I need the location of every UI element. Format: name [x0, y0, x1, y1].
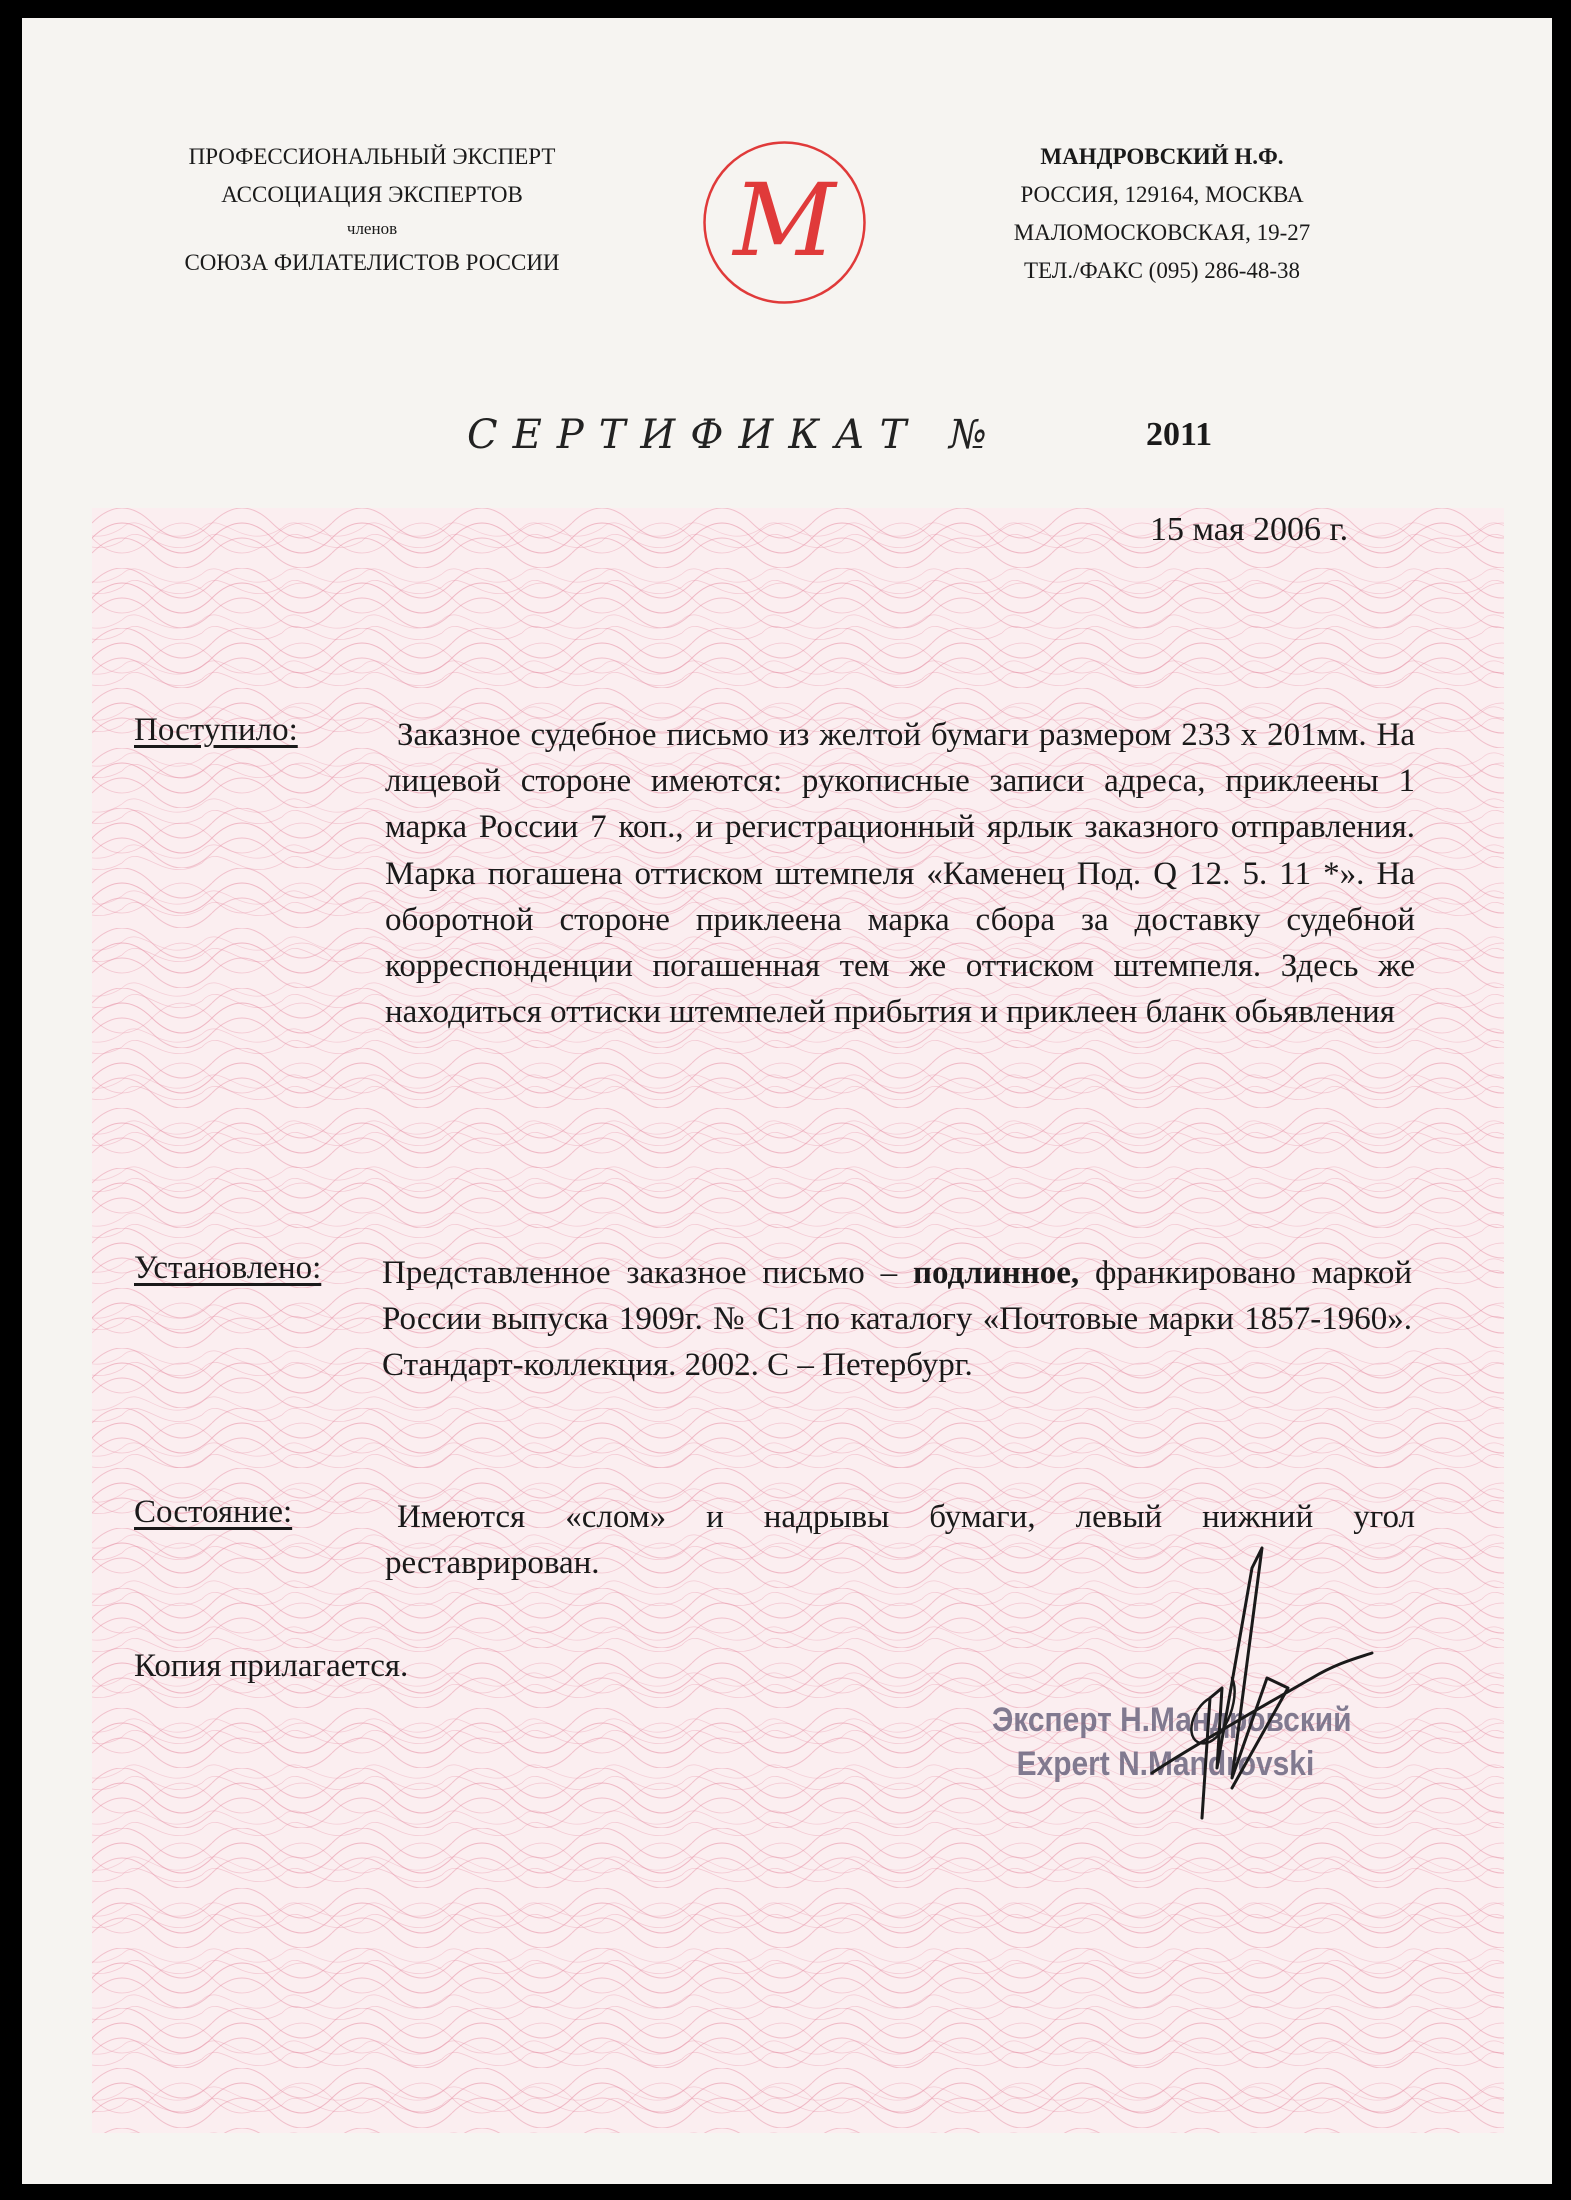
condition-label: Состояние: — [134, 1494, 293, 1530]
established-text-start: Представленное заказное письмо – — [382, 1255, 913, 1291]
issuer-line-1: ПРОФЕССИОНАЛЬНЫЙ ЭКСПЕРТ — [188, 144, 556, 169]
stamp-line-ru: Эксперт Н.Мандровский — [992, 1701, 1352, 1739]
certificate-sheet — [22, 18, 1552, 2184]
expert-name: МАНДРОВСКИЙ Н.Ф. — [1040, 144, 1284, 169]
expert-contact-block — [937, 138, 1387, 290]
certificate-title: СЕРТИФИКАТ № — [467, 412, 1002, 458]
expert-address-line-1: РОССИЯ, 129164, МОСКВА — [1020, 182, 1304, 207]
received-label: Поступило: — [134, 712, 298, 748]
stamp-line-en: Expert N.Mandrovski — [1016, 1745, 1315, 1783]
established-text-end: франкировано маркой России выпуска 1909г. № С1 по каталогу «Почтовые марки 1857-1960». Стандарт-коллекция. 2002. С – Петербург. — [382, 1255, 1412, 1384]
issuer-block — [102, 138, 642, 282]
copy-note: Копия прилагается. — [134, 1648, 409, 1684]
established-text — [382, 1250, 1412, 1389]
established-label: Установлено: — [134, 1250, 322, 1286]
established-verdict: подлинное, — [912, 1255, 1080, 1291]
logo-letter: М — [733, 162, 836, 279]
monogram-logo — [697, 135, 872, 310]
expert-phone: ТЕЛ./ФАКС (095) 286-48-38 — [1023, 258, 1301, 283]
expert-signature — [1092, 1528, 1402, 1828]
condition-text: Имеются «слом» и надрывы бумаги, левый нижний угол реставрирован. — [385, 1499, 1415, 1582]
certificate-date: 15 мая 2006 г. — [1150, 511, 1349, 548]
certificate-number: 2011 — [1146, 416, 1213, 453]
issuer-line-4: СОЮЗА ФИЛАТЕЛИСТОВ РОССИИ — [184, 250, 560, 275]
issuer-line-3: членов — [346, 219, 398, 238]
issuer-line-2: АССОЦИАЦИЯ ЭКСПЕРТОВ — [221, 182, 523, 207]
expert-address-line-2: МАЛОМОСКОВСКАЯ, 19-27 — [1013, 220, 1311, 245]
received-text: Заказное судебное письмо из желтой бумаги размером 233 х 201мм. На лицевой стороне имеются: рукописные записи адреса, приклеены 1 марка России 7 коп., и регистрационный ярлык заказного отправления. Марка погашена оттиском штемпеля «Каменец Под. Q 12. 5. 11 *». На оборотной стороне приклеена марка сбора за доставку судебной корреспонденции погашенная тем же оттиском штемпеля. Здесь же находиться оттиски штемпелей прибытия и приклеен бланк обьявления — [385, 717, 1415, 1031]
